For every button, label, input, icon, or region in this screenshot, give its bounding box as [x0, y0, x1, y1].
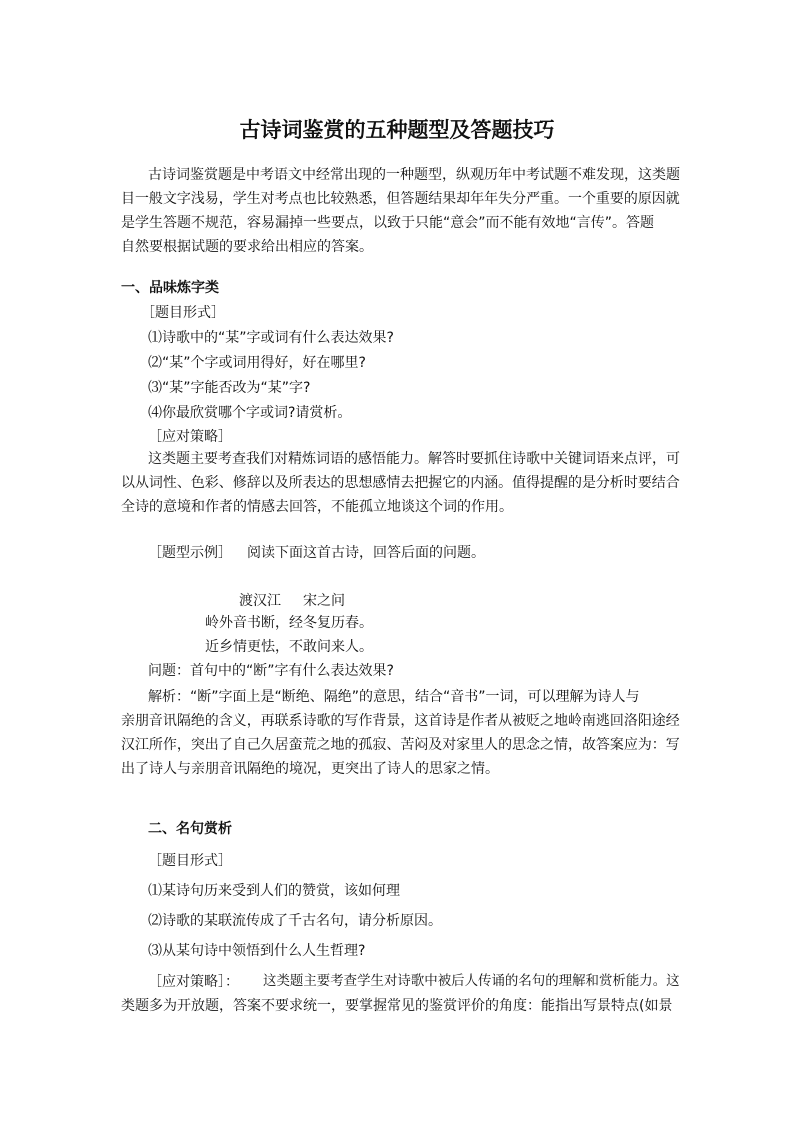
- poem-line-2: 近乡情更怯，不敢问来人。: [205, 639, 373, 655]
- intro-line-4: 自然要根据试题的要求给出相应的答案。: [121, 239, 373, 255]
- section1-question: 问题：首句中的“断”字有什么表达效果?: [148, 663, 394, 679]
- section1-analysis-line-4: 出了诗人与亲朋音讯隔绝的境况，更突出了诗人的思家之情。: [121, 761, 499, 777]
- section1-example-instruction: 阅读下面这首古诗，回答后面的问题。: [247, 545, 485, 561]
- section2-question-1: ⑴某诗句历来受到人们的赞赏，该如何理: [148, 883, 400, 899]
- section1-strategy-line-2: 以从词性、色彩、修辞以及所表达的思想感情去把握它的内涵。值得提醒的是分析时要结合: [121, 475, 680, 491]
- section1-question-2: ⑵“某”个字或词用得好，好在哪里?: [148, 355, 366, 371]
- section1-example-label: ［题型示例］: [148, 545, 232, 561]
- section1-analysis-line-1: 解析：“断”字面上是“断绝、隔绝”的意思，结合“音书”一词，可以理解为诗人与: [148, 689, 640, 705]
- section2-strategy-label: ［应对策略］：: [148, 974, 239, 990]
- section1-question-4: ⑷你最欣赏哪个字或词?请赏析。: [148, 405, 352, 421]
- poem-title: 渡汉江: [239, 593, 281, 609]
- intro-line-1: 古诗词鉴赏题是中考语文中经常出现的一种题型，纵观历年中考试题不难发现，这类题: [148, 167, 680, 183]
- section1-heading: 一、品味炼字类: [121, 280, 219, 296]
- section2-form-label: ［题目形式］: [148, 853, 232, 869]
- intro-line-2: 目一般文字浅易，学生对考点也比较熟悉，但答题结果却年年失分严重。一个重要的原因就: [121, 191, 680, 207]
- poem-line-1: 岭外音书断，经冬复历春。: [205, 615, 373, 631]
- section1-strategy-line-3: 全诗的意境和作者的情感去回答，不能孤立地谈这个词的作用。: [121, 499, 513, 515]
- section2-question-3: ⑶从某句诗中领悟到什么人生哲理?: [148, 943, 366, 959]
- section2-strategy-line-1: 这类题主要考查学生对诗歌中被后人传诵的名句的理解和赏析能力。这: [263, 974, 680, 989]
- section1-question-1: ⑴诗歌中的“某”字或词有什么表达效果?: [148, 330, 394, 346]
- section2-strategy-line-2: 类题多为开放题，答案不要求统一，要掌握常见的鉴赏评价的角度：能指出写景特点(如景: [121, 998, 673, 1014]
- poem-author: 宋之问: [303, 593, 345, 609]
- section1-strategy-label: ［应对策略］: [148, 429, 232, 445]
- section1-analysis-line-3: 汉江所作，突出了自己久居蛮荒之地的孤寂、苦闷及对家里人的思念之情，故答案应为：写: [121, 737, 680, 753]
- section2-question-2: ⑵诗歌的某联流传成了千古名句，请分析原因。: [148, 913, 442, 929]
- section1-strategy-line-1: 这类题主要考查我们对精炼词语的感悟能力。解答时要抓住诗歌中关键词语来点评，可: [148, 451, 680, 467]
- section1-analysis-line-2: 亲朋音讯隔绝的含义，再联系诗歌的写作背景，这首诗是作者从被贬之地岭南逃回洛阳途经: [121, 713, 680, 729]
- intro-line-3: 是学生答题不规范，容易漏掉一些要点，以致于只能“意会”而不能有效地“言传”。答题: [121, 215, 655, 231]
- section1-question-3: ⑶“某”字能否改为“某”字?: [148, 380, 311, 396]
- document-title: 古诗词鉴赏的五种题型及答题技巧: [239, 118, 555, 142]
- section1-form-label: ［题目形式］: [141, 305, 225, 321]
- section2-heading: 二、名句赏析: [148, 821, 232, 837]
